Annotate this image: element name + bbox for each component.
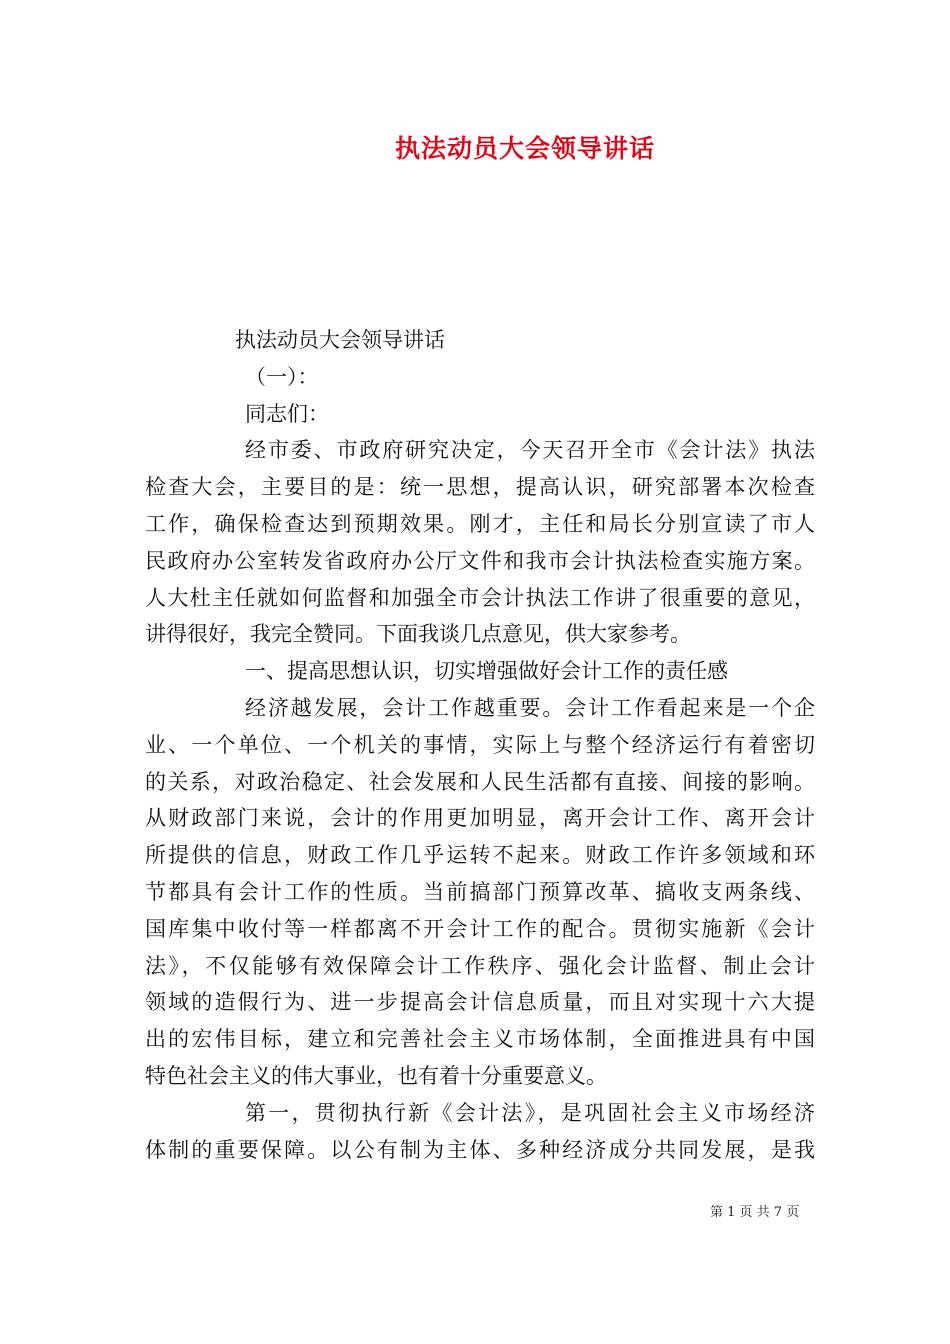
- body-line: （一）：: [245, 364, 319, 389]
- body-line: 节都具有会计工作的性质。当前搞部门预算改革、搞收支两条线、: [145, 879, 815, 904]
- body-line: 所提供的信息，财政工作几乎运转不起来。财政工作许多领域和环: [145, 843, 815, 868]
- body-line: 同志们：: [245, 401, 329, 426]
- body-line: 法》，不仅能够有效保障会计工作秩序、强化会计监督、制止会计: [145, 953, 815, 978]
- page-number: 第 1 页 共 7 页: [710, 1205, 800, 1220]
- body-line: 讲得很好，我完全赞同。下面我谈几点意见，供大家参考。: [145, 622, 691, 647]
- body-line: 领域的造假行为、进一步提高会计信息质量，而且对实现十六大提: [145, 990, 815, 1015]
- body-line: 出的宏伟目标，建立和完善社会主义市场体制，全面推进具有中国: [145, 1027, 815, 1052]
- body-line: 工作，确保检查达到预期效果。刚才，主任和局长分别宣读了市人: [145, 511, 815, 536]
- body-line: 一、提高思想认识，切实增强做好会计工作的责任感: [245, 659, 728, 684]
- body-line: 执法动员大会领导讲话: [235, 328, 445, 352]
- body-line: 的关系，对政治稳定、社会发展和人民生活都有直接、间接的影响。: [145, 769, 815, 794]
- body-line: 人大杜主任就如何监督和加强全市会计执法工作讲了很重要的意见，: [145, 585, 815, 610]
- body-line: 体制的重要保障。以公有制为主体、多种经济成分共同发展，是我: [145, 1137, 815, 1162]
- body-line: 经市委、市政府研究决定，今天召开全市《会计法》执法: [245, 438, 815, 463]
- body-line: 民政府办公室转发省政府办公厅文件和我市会计执法检查实施方案。: [145, 548, 815, 573]
- body-line: 特色社会主义的伟大事业，也有着十分重要意义。: [145, 1063, 607, 1088]
- body-line: 业、一个单位、一个机关的事情，实际上与整个经济运行有着密切: [145, 732, 815, 757]
- body-line: 第一，贯彻执行新《会计法》，是巩固社会主义市场经济: [245, 1100, 815, 1125]
- page-title: 执法动员大会领导讲话: [394, 134, 655, 163]
- body-line: 国库集中收付等一样都离不开会计工作的配合。贯彻实施新《会计: [145, 916, 815, 941]
- body-line: 检查大会，主要目的是：统一思想，提高认识，研究部署本次检查: [145, 475, 815, 500]
- body-line: 从财政部门来说，会计的作用更加明显，离开会计工作、离开会计: [145, 806, 815, 831]
- document-body: [145, 322, 815, 1168]
- body-line: 经济越发展，会计工作越重要。会计工作看起来是一个企: [245, 695, 815, 720]
